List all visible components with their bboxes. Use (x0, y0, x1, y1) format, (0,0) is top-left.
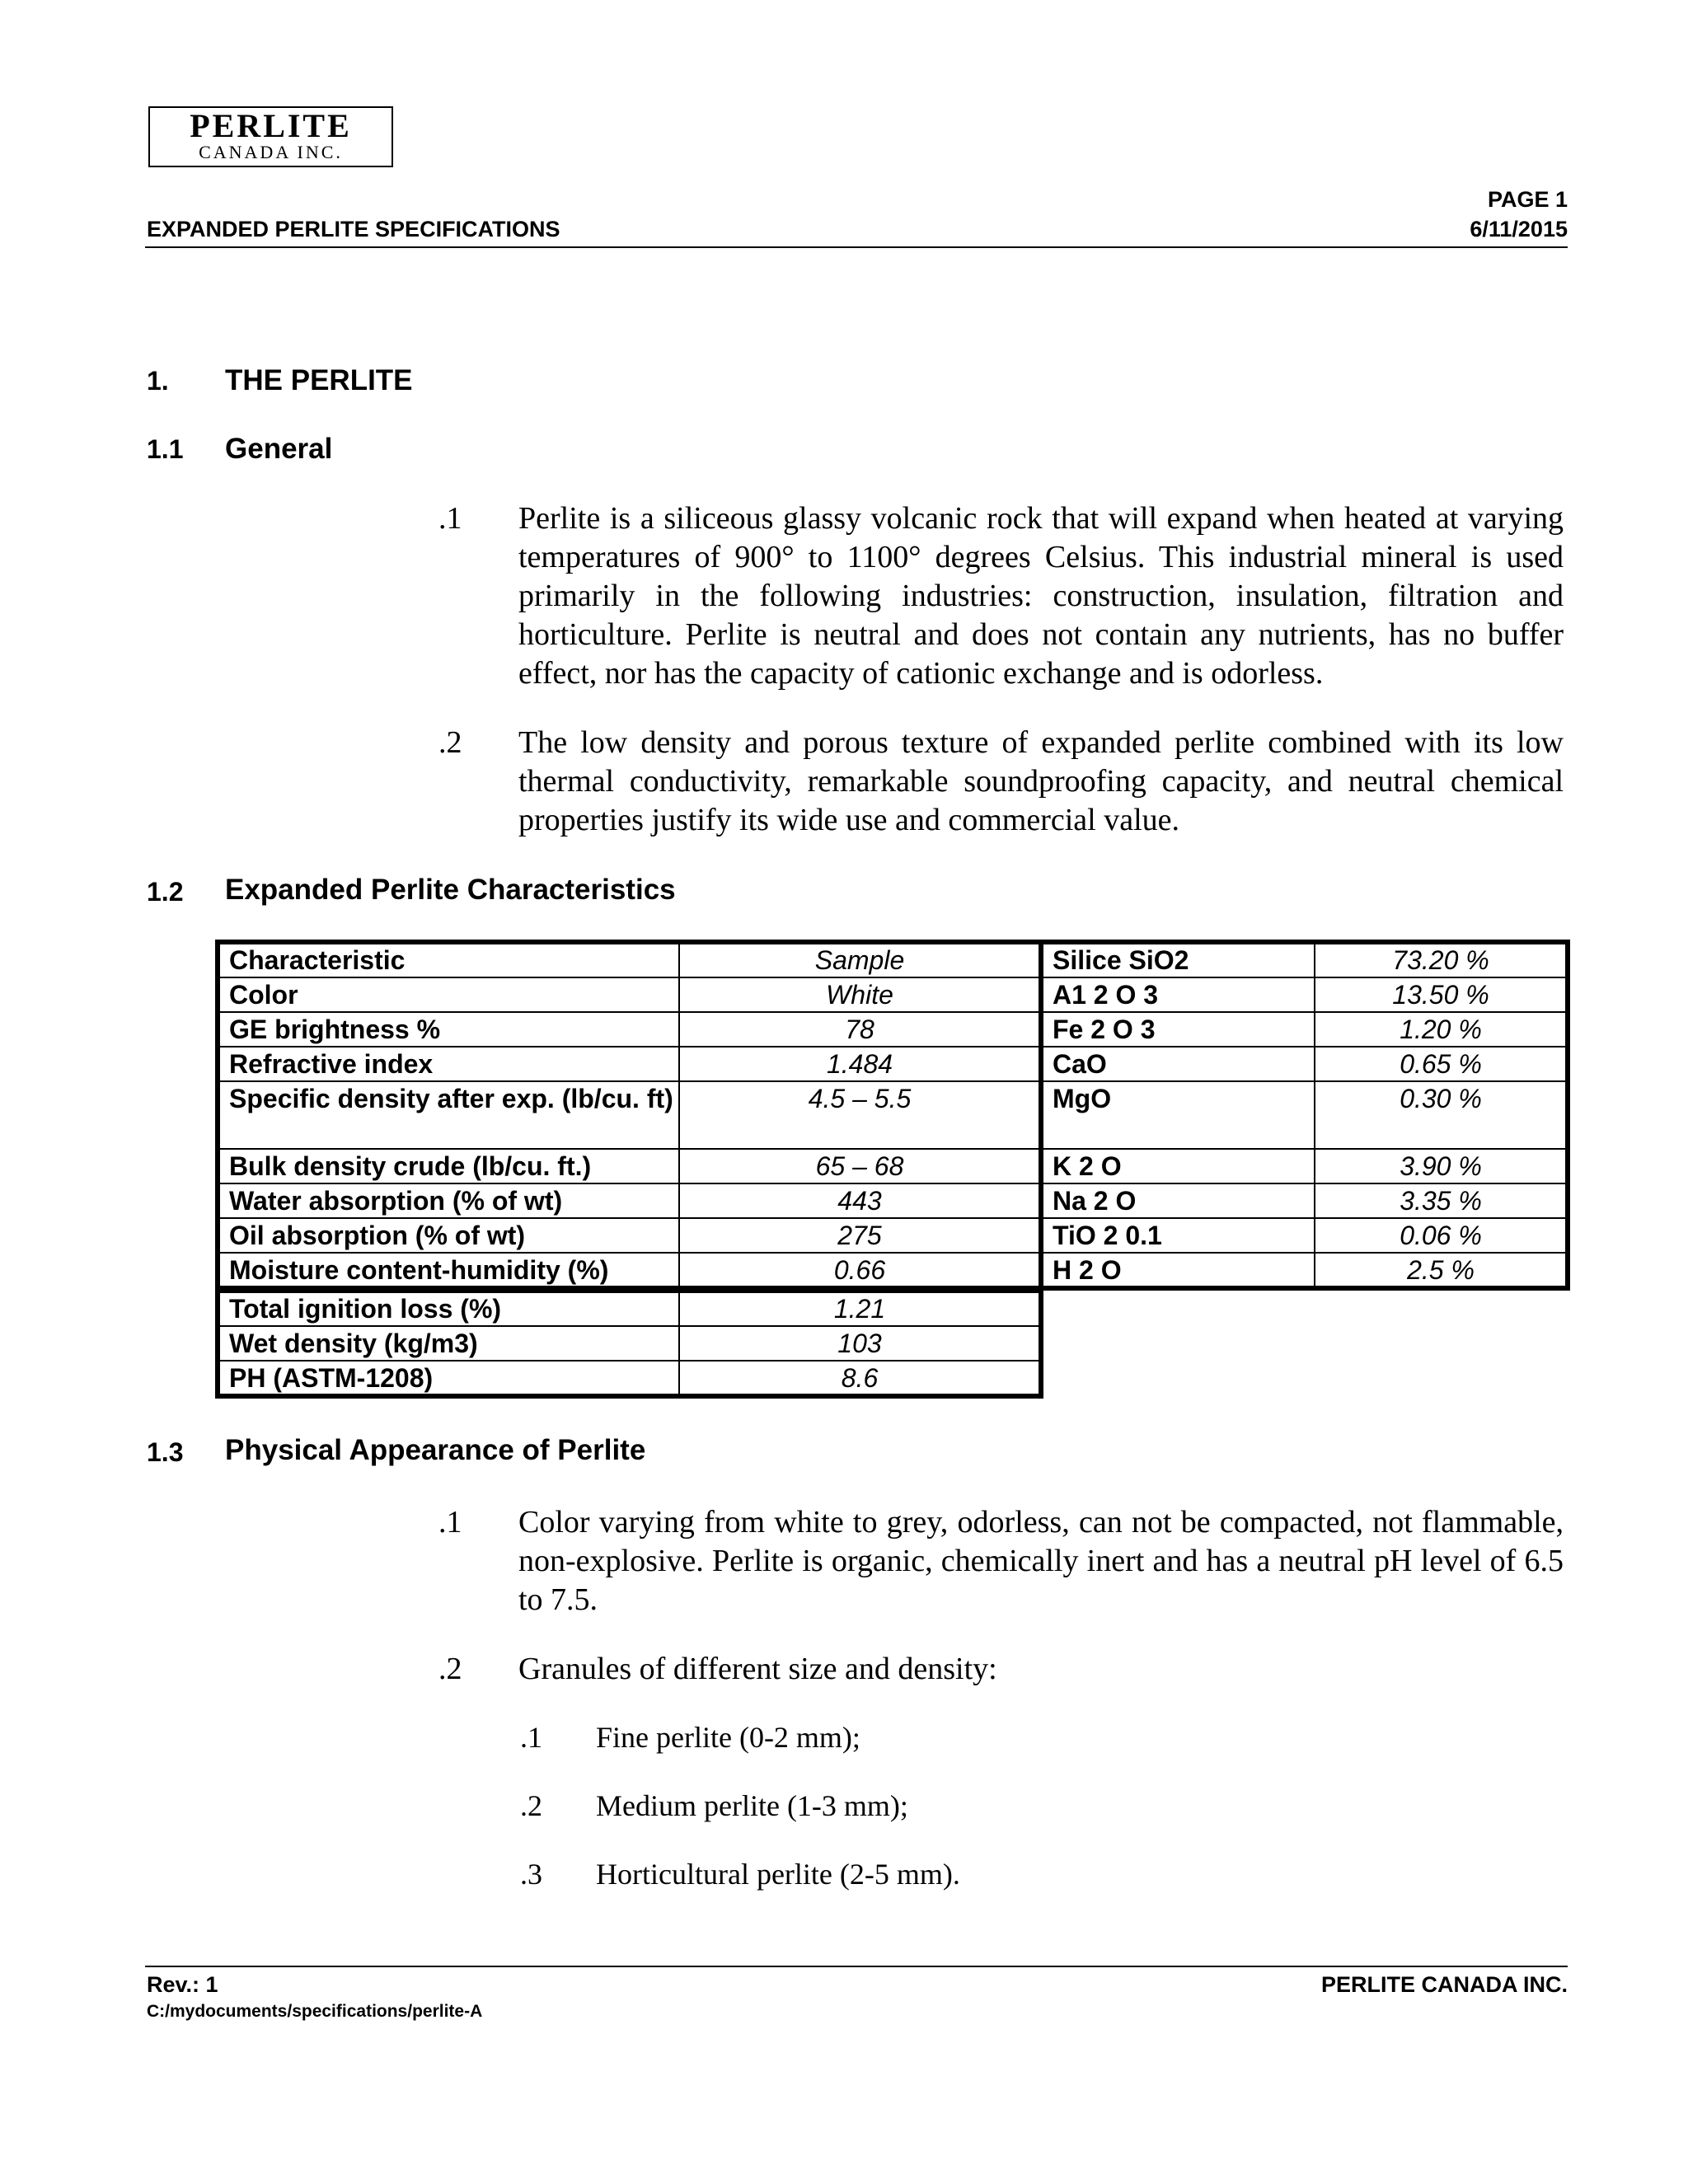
characteristics-table (218, 942, 1041, 1288)
table-cell-name: Bulk density crude (lb/cu. ft.) (218, 1149, 679, 1183)
table-row (1042, 1081, 1567, 1149)
table-cell-value: 1.484 (679, 1047, 1040, 1081)
revision: Rev.: 1 (147, 1972, 218, 1997)
item-number: .1 (438, 1505, 462, 1540)
table-cell-value: 0.66 (679, 1253, 1040, 1287)
sub-item-number: .2 (520, 1789, 542, 1822)
characteristics-table-continued (218, 1291, 1041, 1396)
table-row (218, 1012, 1040, 1047)
document-date: 6/11/2015 (1470, 217, 1568, 241)
subsection-number: 1.1 (147, 434, 184, 464)
item-number: .2 (438, 1652, 462, 1686)
page-number: PAGE 1 (1487, 187, 1568, 212)
paragraph: The low density and porous texture of expanded perlite combined with its low thermal conductivity, remarkable soundproofing capacity, and neutral chemical properties justify its wide use and commercial value. (518, 725, 1564, 837)
table-cell-name: Characteristic (218, 943, 679, 977)
table-cell-value: 65 – 68 (679, 1149, 1040, 1183)
table-cell-name: Fe 2 O 3 (1042, 1012, 1315, 1047)
table-cell-value: 4.5 – 5.5 (679, 1081, 1040, 1149)
table-cell-value: 2.5 % (1315, 1253, 1567, 1287)
table-cell-value: 0.30 % (1315, 1081, 1567, 1149)
table-cell-value: 78 (679, 1012, 1040, 1047)
table-row (218, 1081, 1040, 1149)
table-cell-name: A1 2 O 3 (1042, 977, 1315, 1012)
item-number: .2 (438, 725, 462, 760)
table-cell-name: Silice SiO2 (1042, 943, 1315, 977)
table-row (1042, 1253, 1567, 1287)
logo-line1: PERLITE (190, 107, 352, 144)
table-row (1042, 1183, 1567, 1218)
table-row (1042, 1012, 1567, 1047)
table-cell-value: 8.6 (679, 1361, 1040, 1395)
table-cell-value: 0.06 % (1315, 1218, 1567, 1253)
table-cell-name: Moisture content-humidity (%) (218, 1253, 679, 1287)
header-rule (145, 246, 1568, 248)
table-row (218, 1149, 1040, 1183)
table-row (1042, 1218, 1567, 1253)
table-cell-name: Wet density (kg/m3) (218, 1326, 679, 1361)
company-logo (148, 106, 393, 167)
paragraph: Granules of different size and density: (518, 1652, 997, 1686)
table-cell-value: 443 (679, 1183, 1040, 1218)
table-row (218, 1047, 1040, 1081)
paragraph: Perlite is a siliceous glassy volcanic rock that will expand when heated at varying temperatures of 900° to 1100° degrees Celsius. This industrial mineral is used primarily in the following industries: construction, insulation, filtration and horticulture. Perlite is neutral and does not contain any nutrients, has no buffer effect, nor has the capacity of cationic exchange and is odorless. (518, 501, 1564, 691)
sub-item-text: Medium perlite (1-3 mm); (596, 1789, 908, 1822)
table-row (1042, 977, 1567, 1012)
table-row (218, 1253, 1040, 1287)
table-cell-name: K 2 O (1042, 1149, 1315, 1183)
footer-company: PERLITE CANADA INC. (1320, 1972, 1568, 1997)
table-cell-name: CaO (1042, 1047, 1315, 1081)
table-cell-value: 1.20 % (1315, 1012, 1567, 1047)
table-cell-value: 13.50 % (1315, 977, 1567, 1012)
table-cell-value: 0.65 % (1315, 1047, 1567, 1081)
file-path: C:/mydocuments/specifications/perlite-A (147, 2002, 483, 2021)
sub-item-number: .1 (520, 1721, 542, 1754)
chemical-composition-table (1041, 942, 1568, 1288)
table-row (218, 1326, 1040, 1361)
table-row (1042, 1047, 1567, 1081)
table-row (218, 943, 1040, 977)
table-cell-name: PH (ASTM-1208) (218, 1361, 679, 1395)
table-row (218, 1361, 1040, 1395)
table-cell-value: 1.21 (679, 1291, 1040, 1326)
table-cell-value: 275 (679, 1218, 1040, 1253)
table-row (218, 1183, 1040, 1218)
section-number: 1. (147, 366, 169, 396)
table-cell-value: 103 (679, 1326, 1040, 1361)
item-number: .1 (438, 501, 462, 536)
table-cell-name: Total ignition loss (%) (218, 1291, 679, 1326)
subsection-number: 1.3 (147, 1437, 184, 1467)
table-cell-value: 3.90 % (1315, 1149, 1567, 1183)
table-cell-name: GE brightness % (218, 1012, 679, 1047)
table-cell-name: Specific density after exp. (lb/cu. ft) (218, 1081, 679, 1149)
footer-rule (145, 1966, 1568, 1967)
paragraph: Color varying from white to grey, odorless, can not be compacted, not flammable, non-explosive. Perlite is organic, chemically inert and has a neutral pH level of 6.5 to 7.5. (518, 1505, 1564, 1617)
table-cell-name: MgO (1042, 1081, 1315, 1149)
table-cell-value: 73.20 % (1315, 943, 1567, 977)
table-cell-name: Water absorption (% of wt) (218, 1183, 679, 1218)
table-row (1042, 943, 1567, 977)
sub-item-text: Horticultural perlite (2-5 mm). (596, 1858, 960, 1891)
table-cell-name: Refractive index (218, 1047, 679, 1081)
table-cell-value: 3.35 % (1315, 1183, 1567, 1218)
document-title: EXPANDED PERLITE SPECIFICATIONS (147, 217, 560, 241)
subsection-title: Physical Appearance of Perlite (225, 1434, 646, 1466)
subsection-number: 1.2 (147, 877, 184, 907)
sub-item-number: .3 (520, 1858, 542, 1891)
table-cell-name: Color (218, 977, 679, 1012)
logo-line2: CANADA INC. (199, 142, 343, 162)
table-cell-value: Sample (679, 943, 1040, 977)
table-row (218, 977, 1040, 1012)
subsection-title: Expanded Perlite Characteristics (225, 874, 676, 906)
sub-item-text: Fine perlite (0-2 mm); (596, 1721, 860, 1754)
table-cell-name: H 2 O (1042, 1253, 1315, 1287)
table-row (218, 1291, 1040, 1326)
table-cell-name: TiO 2 0.1 (1042, 1218, 1315, 1253)
section-title: THE PERLITE (225, 364, 413, 396)
subsection-title: General (225, 433, 333, 465)
table-row (218, 1218, 1040, 1253)
table-cell-value: White (679, 977, 1040, 1012)
table-cell-name: Na 2 O (1042, 1183, 1315, 1218)
table-cell-name: Oil absorption (% of wt) (218, 1218, 679, 1253)
table-row (1042, 1149, 1567, 1183)
